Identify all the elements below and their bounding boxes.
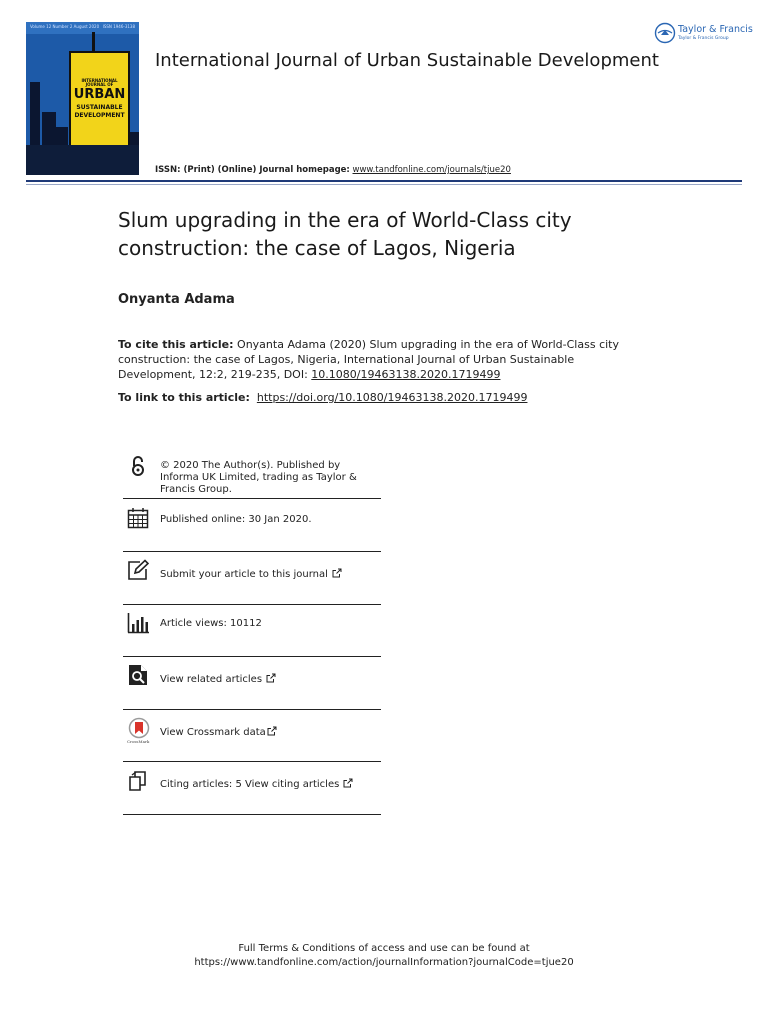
cover-line1: INTERNATIONAL JOURNAL OF	[81, 78, 118, 87]
journal-homepage-link[interactable]: www.tandfonline.com/journals/tjue20	[352, 165, 511, 175]
info-divider	[123, 814, 381, 815]
external-link-icon	[267, 726, 277, 736]
related-text[interactable]	[160, 673, 276, 686]
bar-chart-icon	[127, 612, 149, 634]
issn-label: ISSN: (Print) (Online) Journal homepage:	[155, 165, 350, 175]
cover-sign	[69, 51, 130, 152]
link-label: To link to this article:	[118, 391, 250, 404]
publisher-subtitle: Taylor & Francis Group	[678, 36, 729, 41]
info-divider	[123, 656, 381, 657]
submit-label: Submit your article to this journal	[160, 569, 328, 580]
publisher-logo[interactable]	[654, 22, 753, 46]
cite-label: To cite this article:	[118, 338, 234, 351]
citing-documents-icon	[127, 770, 149, 792]
published-online	[123, 505, 381, 545]
info-divider	[123, 498, 381, 499]
cover-issn-text: ISSN 1946-3138	[102, 24, 135, 29]
issn-line	[155, 165, 511, 175]
article-doi-url[interactable]: https://doi.org/10.1080/19463138.2020.1719499	[256, 391, 528, 404]
cite-text: Onyanta Adama (2020) Slum upgrading in the era of World-Class city construction: the case of Lagos, Nigeria, International Journal of Urban Sustainable Development, 12:2, 219-235, DOI:	[118, 338, 619, 381]
external-link-icon	[332, 568, 342, 578]
article-views	[123, 610, 381, 650]
doi-link[interactable]: 10.1080/19463138.2020.1719499	[311, 368, 501, 381]
terms-line: Full Terms & Conditions of access and use can be found at	[238, 943, 530, 954]
terms-footer	[0, 942, 768, 970]
related-label: View related articles	[160, 674, 263, 685]
crossmark-link[interactable]	[123, 715, 381, 755]
journal-title: International Journal of Urban Sustainable Development	[155, 50, 659, 71]
related-articles-link[interactable]	[123, 662, 381, 704]
open-access-license	[123, 455, 381, 497]
license-text: © 2020 The Author(s). Published by Informa UK Limited, trading as Taylor & Francis Group.	[160, 460, 357, 495]
submit-article-link[interactable]	[123, 558, 381, 598]
crossmark-label: View Crossmark data	[160, 727, 266, 738]
article-title: Slum upgrading in the era of World-Class city construction: the case of Lagos, Nigeria	[118, 208, 572, 260]
info-divider	[123, 604, 381, 605]
citing-label: Citing articles: 5 View citing articles	[160, 779, 340, 790]
cover-line2: URBAN	[73, 87, 126, 102]
citation-block	[118, 337, 638, 382]
author-name: Onyanta Adama	[118, 292, 235, 307]
info-divider	[123, 709, 381, 710]
citing-text[interactable]	[160, 778, 353, 791]
published-date-text: Published online: 30 Jan 2020.	[160, 514, 312, 525]
journal-cover-image	[26, 22, 139, 175]
cover-line3: SUSTAINABLE	[76, 104, 123, 111]
edit-icon	[127, 559, 149, 581]
cover-volume-text: Volume 12 Number 2 August 2020	[30, 24, 100, 29]
header-divider-thin	[26, 184, 742, 185]
crossmark-text[interactable]	[160, 726, 277, 739]
header-divider	[26, 180, 742, 182]
document-search-icon	[127, 664, 149, 686]
cover-top-strip	[26, 22, 139, 34]
publisher-name: Taylor & Francis	[678, 24, 753, 35]
external-link-icon	[343, 778, 353, 788]
crossmark-logo-text: CrossMark	[127, 739, 150, 744]
open-access-icon	[127, 455, 149, 477]
taylor-francis-logo-icon	[654, 22, 676, 44]
info-divider	[123, 551, 381, 552]
submit-text[interactable]	[160, 568, 342, 581]
cover-skyline	[26, 145, 139, 175]
info-divider	[123, 761, 381, 762]
views-count-text: Article views: 10112	[160, 618, 262, 629]
citing-articles-link[interactable]	[123, 768, 381, 808]
external-link-icon	[266, 673, 276, 683]
calendar-icon	[127, 507, 149, 529]
terms-url[interactable]: https://www.tandfonline.com/action/journalInformation?journalCode=tjue20	[194, 957, 574, 968]
article-link-line	[118, 391, 527, 404]
cover-line4: DEVELOPMENT	[74, 112, 125, 119]
